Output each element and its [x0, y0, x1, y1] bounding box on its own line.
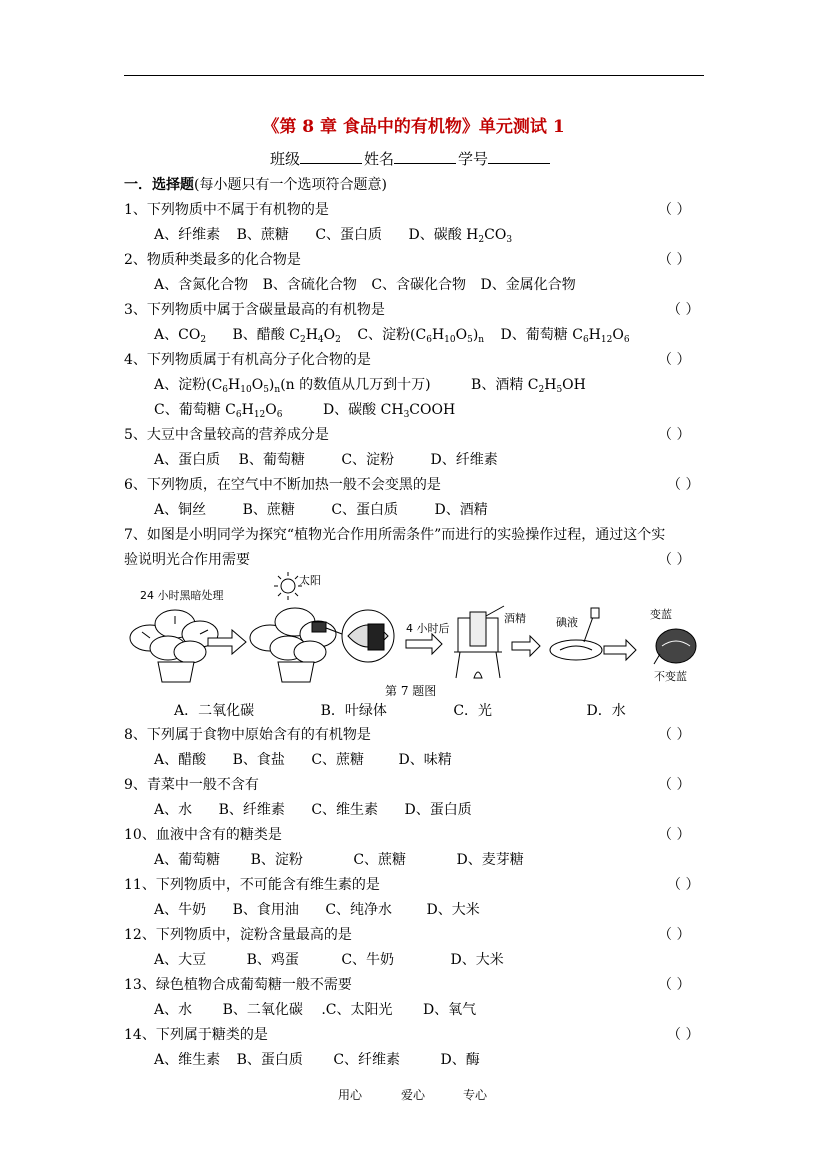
- question-1-answer-paren[interactable]: （ ）: [658, 202, 691, 218]
- question-7-options: [174, 700, 626, 720]
- question-14-answer-paren[interactable]: （ ）: [667, 1027, 700, 1043]
- result-leaf: [654, 629, 696, 664]
- option-d[interactable]: D．水: [586, 703, 626, 719]
- class-blank[interactable]: [300, 149, 362, 164]
- option-c[interactable]: C、含碳化合物: [371, 277, 467, 293]
- option-a[interactable]: A、铜丝: [154, 502, 207, 518]
- option-b[interactable]: B、酒精 $C_2H_5OH$: [471, 377, 586, 395]
- option-b[interactable]: B、醋酸 $C_2H_4O_2$: [232, 327, 341, 345]
- option-d[interactable]: D、碳酸 $CH_3COOH$: [322, 402, 456, 420]
- option-a[interactable]: A、$CO_2$: [154, 327, 207, 345]
- option-a[interactable]: A、含氮化合物: [154, 277, 249, 293]
- figure-label-blue: 变蓝: [650, 608, 672, 621]
- option-d[interactable]: D、麦芽糖: [456, 852, 524, 868]
- option-d[interactable]: D、酒精: [434, 502, 488, 518]
- option-a[interactable]: A、维生素: [154, 1052, 221, 1068]
- option-c[interactable]: C、纤维素: [333, 1052, 401, 1068]
- option-b[interactable]: B、食用油: [232, 902, 299, 918]
- figure-label-4h: 4 小时后: [406, 622, 450, 635]
- question-8-stem: 8、下列属于食物中原始含有的有机物是: [124, 727, 371, 743]
- option-b[interactable]: B、蔗糖: [236, 227, 289, 243]
- class-label: 班级: [270, 150, 301, 168]
- option-d[interactable]: D、味精: [398, 752, 452, 768]
- option-c[interactable]: C、蛋白质: [315, 227, 383, 243]
- question-8-options: [154, 749, 452, 769]
- option-a[interactable]: A、牛奶: [154, 902, 207, 918]
- option-c[interactable]: C、淀粉: [341, 452, 395, 468]
- id-label: 学号: [458, 150, 489, 168]
- option-d[interactable]: D、葡萄糖 $C_6H_{12}O_6$: [500, 327, 630, 345]
- option-b[interactable]: B、含硫化合物: [262, 277, 357, 293]
- question-4-options-row2: [154, 399, 455, 419]
- arrow-icon: [512, 636, 540, 656]
- question-13-options: [154, 999, 476, 1019]
- question-10-answer-paren[interactable]: （ ）: [658, 827, 691, 843]
- option-a[interactable]: A、醋酸: [154, 752, 207, 768]
- option-a[interactable]: A、淀粉$(C_6H_{10}O_5)_n(n$ 的数值从几万到十万): [154, 377, 431, 395]
- option-d[interactable]: D、酶: [440, 1052, 480, 1068]
- figure-label-iodine: 碘液: [556, 616, 578, 629]
- question-7-answer-paren[interactable]: （ ）: [658, 552, 691, 568]
- question-11-answer-paren[interactable]: （ ）: [667, 877, 700, 893]
- question-11-options: [154, 899, 480, 919]
- question-9-options: [154, 799, 472, 819]
- question-4-options-row1: [154, 374, 586, 394]
- option-c[interactable]: .C、太阳光: [321, 1002, 393, 1018]
- footer-text-2: 爱心: [401, 1088, 426, 1102]
- option-c[interactable]: C、淀粉$(C_6H_{10}O_5)_n$: [357, 327, 485, 345]
- question-5-stem: 5、大豆中含量较高的营养成分是: [124, 427, 329, 443]
- question-14-options: [154, 1049, 480, 1069]
- question-1-options: [154, 224, 512, 244]
- option-b[interactable]: B、鸡蛋: [246, 952, 299, 968]
- arrow-icon: [604, 640, 636, 660]
- question-9-stem: 9、青菜中一般不含有: [124, 777, 259, 793]
- question-2-answer-paren[interactable]: （ ）: [658, 252, 691, 268]
- question-13-stem: 13、绿色植物合成葡萄糖一般不需要: [124, 977, 352, 993]
- question-7-stem-line2: 验说明光合作用需要: [124, 552, 250, 568]
- question-12-answer-paren[interactable]: （ ）: [658, 927, 691, 943]
- option-c[interactable]: C、葡萄糖 $C_6H_{12}O_6$: [154, 402, 283, 420]
- question-5-options: [154, 449, 498, 469]
- option-b[interactable]: B、蔗糖: [242, 502, 295, 518]
- option-c[interactable]: C、牛奶: [341, 952, 395, 968]
- question-6-answer-paren[interactable]: （ ）: [667, 477, 700, 493]
- potted-plant-1: [130, 610, 218, 682]
- option-d[interactable]: D、蛋白质: [404, 802, 472, 818]
- question-5-answer-paren[interactable]: （ ）: [658, 427, 691, 443]
- question-8-answer-paren[interactable]: （ ）: [658, 727, 691, 743]
- question-7-stem-line1: 7、如图是小明同学为探究“植物光合作用所需条件”而进行的实验操作过程，通过这个实: [124, 527, 666, 543]
- question-9-answer-paren[interactable]: （ ）: [658, 777, 691, 793]
- figure-label-notblue: 不变蓝: [654, 670, 687, 683]
- option-b[interactable]: B、纤维素: [218, 802, 285, 818]
- arrow-icon: [406, 634, 442, 654]
- experiment-figure: [120, 566, 710, 700]
- name-label: 姓名: [364, 150, 395, 168]
- question-12-options: [154, 949, 504, 969]
- section-title: 一．选择题: [124, 177, 194, 193]
- question-2-stem: 2、物质种类最多的化合物是: [124, 252, 301, 268]
- option-a[interactable]: A、蛋白质: [154, 452, 221, 468]
- option-b[interactable]: B、食盐: [232, 752, 285, 768]
- option-a[interactable]: A、水: [154, 802, 193, 818]
- section-heading: [124, 174, 387, 194]
- option-a[interactable]: A、葡萄糖: [154, 852, 221, 868]
- footer-text-3: 专心: [463, 1088, 488, 1102]
- footer-text-1: 用心: [338, 1088, 363, 1102]
- figure-label-dark: 24 小时黑暗处理: [140, 589, 224, 602]
- figure-label-alcohol: 酒精: [504, 612, 526, 625]
- option-d[interactable]: D、大米: [426, 902, 480, 918]
- id-blank[interactable]: [488, 149, 550, 164]
- question-12-stem: 12、下列物质中，淀粉含量最高的是: [124, 927, 352, 943]
- option-d[interactable]: D、碳酸 $H_2CO_3$: [408, 227, 513, 245]
- question-10-stem: 10、血液中含有的糖类是: [124, 827, 282, 843]
- option-d[interactable]: D、纤维素: [430, 452, 498, 468]
- question-10-options: [154, 849, 524, 869]
- option-a[interactable]: A．二氧化碳: [174, 703, 255, 719]
- option-d[interactable]: D、氧气: [422, 1002, 477, 1018]
- option-a[interactable]: A、纤维素: [154, 227, 221, 243]
- question-6-stem: 6、下列物质，在空气中不断加热一般不会变黑的是: [124, 477, 441, 493]
- option-b[interactable]: B、淀粉: [250, 852, 303, 868]
- question-3-answer-paren[interactable]: （ ）: [667, 302, 700, 318]
- question-4-answer-paren[interactable]: （ ）: [658, 352, 691, 368]
- question-1-stem: 1、下列物质中不属于有机物的是: [124, 202, 329, 218]
- option-c[interactable]: C、蔗糖: [353, 852, 407, 868]
- option-b[interactable]: B、葡萄糖: [238, 452, 305, 468]
- option-c[interactable]: C、蔗糖: [311, 752, 365, 768]
- option-d[interactable]: D、大米: [450, 952, 504, 968]
- option-a[interactable]: A、大豆: [154, 952, 207, 968]
- page-title: 《第 8 章 食品中的有机物》单元测试 1: [262, 117, 565, 137]
- figure-caption: 第 7 题图: [385, 684, 437, 698]
- question-3-options: [154, 324, 630, 344]
- option-b[interactable]: B、二氧化碳: [222, 1002, 303, 1018]
- student-info-line: [270, 148, 552, 169]
- option-a[interactable]: A、水: [154, 1002, 193, 1018]
- question-6-options: [154, 499, 488, 519]
- option-c[interactable]: C、纯净水: [325, 902, 393, 918]
- sun-icon: [274, 572, 302, 600]
- question-4-stem: 4、下列物质属于有机高分子化合物的是: [124, 352, 371, 368]
- question-2-options: [154, 274, 576, 294]
- question-3-stem: 3、下列物质中属于含碳量最高的有机物是: [124, 302, 385, 318]
- option-c[interactable]: C．光: [453, 703, 493, 719]
- option-b[interactable]: B．叶绿体: [320, 703, 387, 719]
- section-note: (每小题只有一个选项符合题意): [194, 177, 387, 193]
- question-13-answer-paren[interactable]: （ ）: [658, 977, 691, 993]
- potted-plant-2: [250, 608, 342, 682]
- water-bath-apparatus: [454, 606, 504, 678]
- option-c[interactable]: C、蛋白质: [331, 502, 399, 518]
- name-blank[interactable]: [394, 149, 456, 164]
- question-14-stem: 14、下列属于糖类的是: [124, 1027, 268, 1043]
- question-11-stem: 11、下列物质中，不可能含有维生素的是: [124, 877, 380, 893]
- leaf-detail: [342, 610, 394, 662]
- option-c[interactable]: C、维生素: [311, 802, 379, 818]
- header-rule: [124, 75, 704, 76]
- option-d[interactable]: D、金属化合物: [480, 277, 576, 293]
- option-b[interactable]: B、蛋白质: [236, 1052, 303, 1068]
- figure-label-sun: 太阳: [299, 574, 321, 587]
